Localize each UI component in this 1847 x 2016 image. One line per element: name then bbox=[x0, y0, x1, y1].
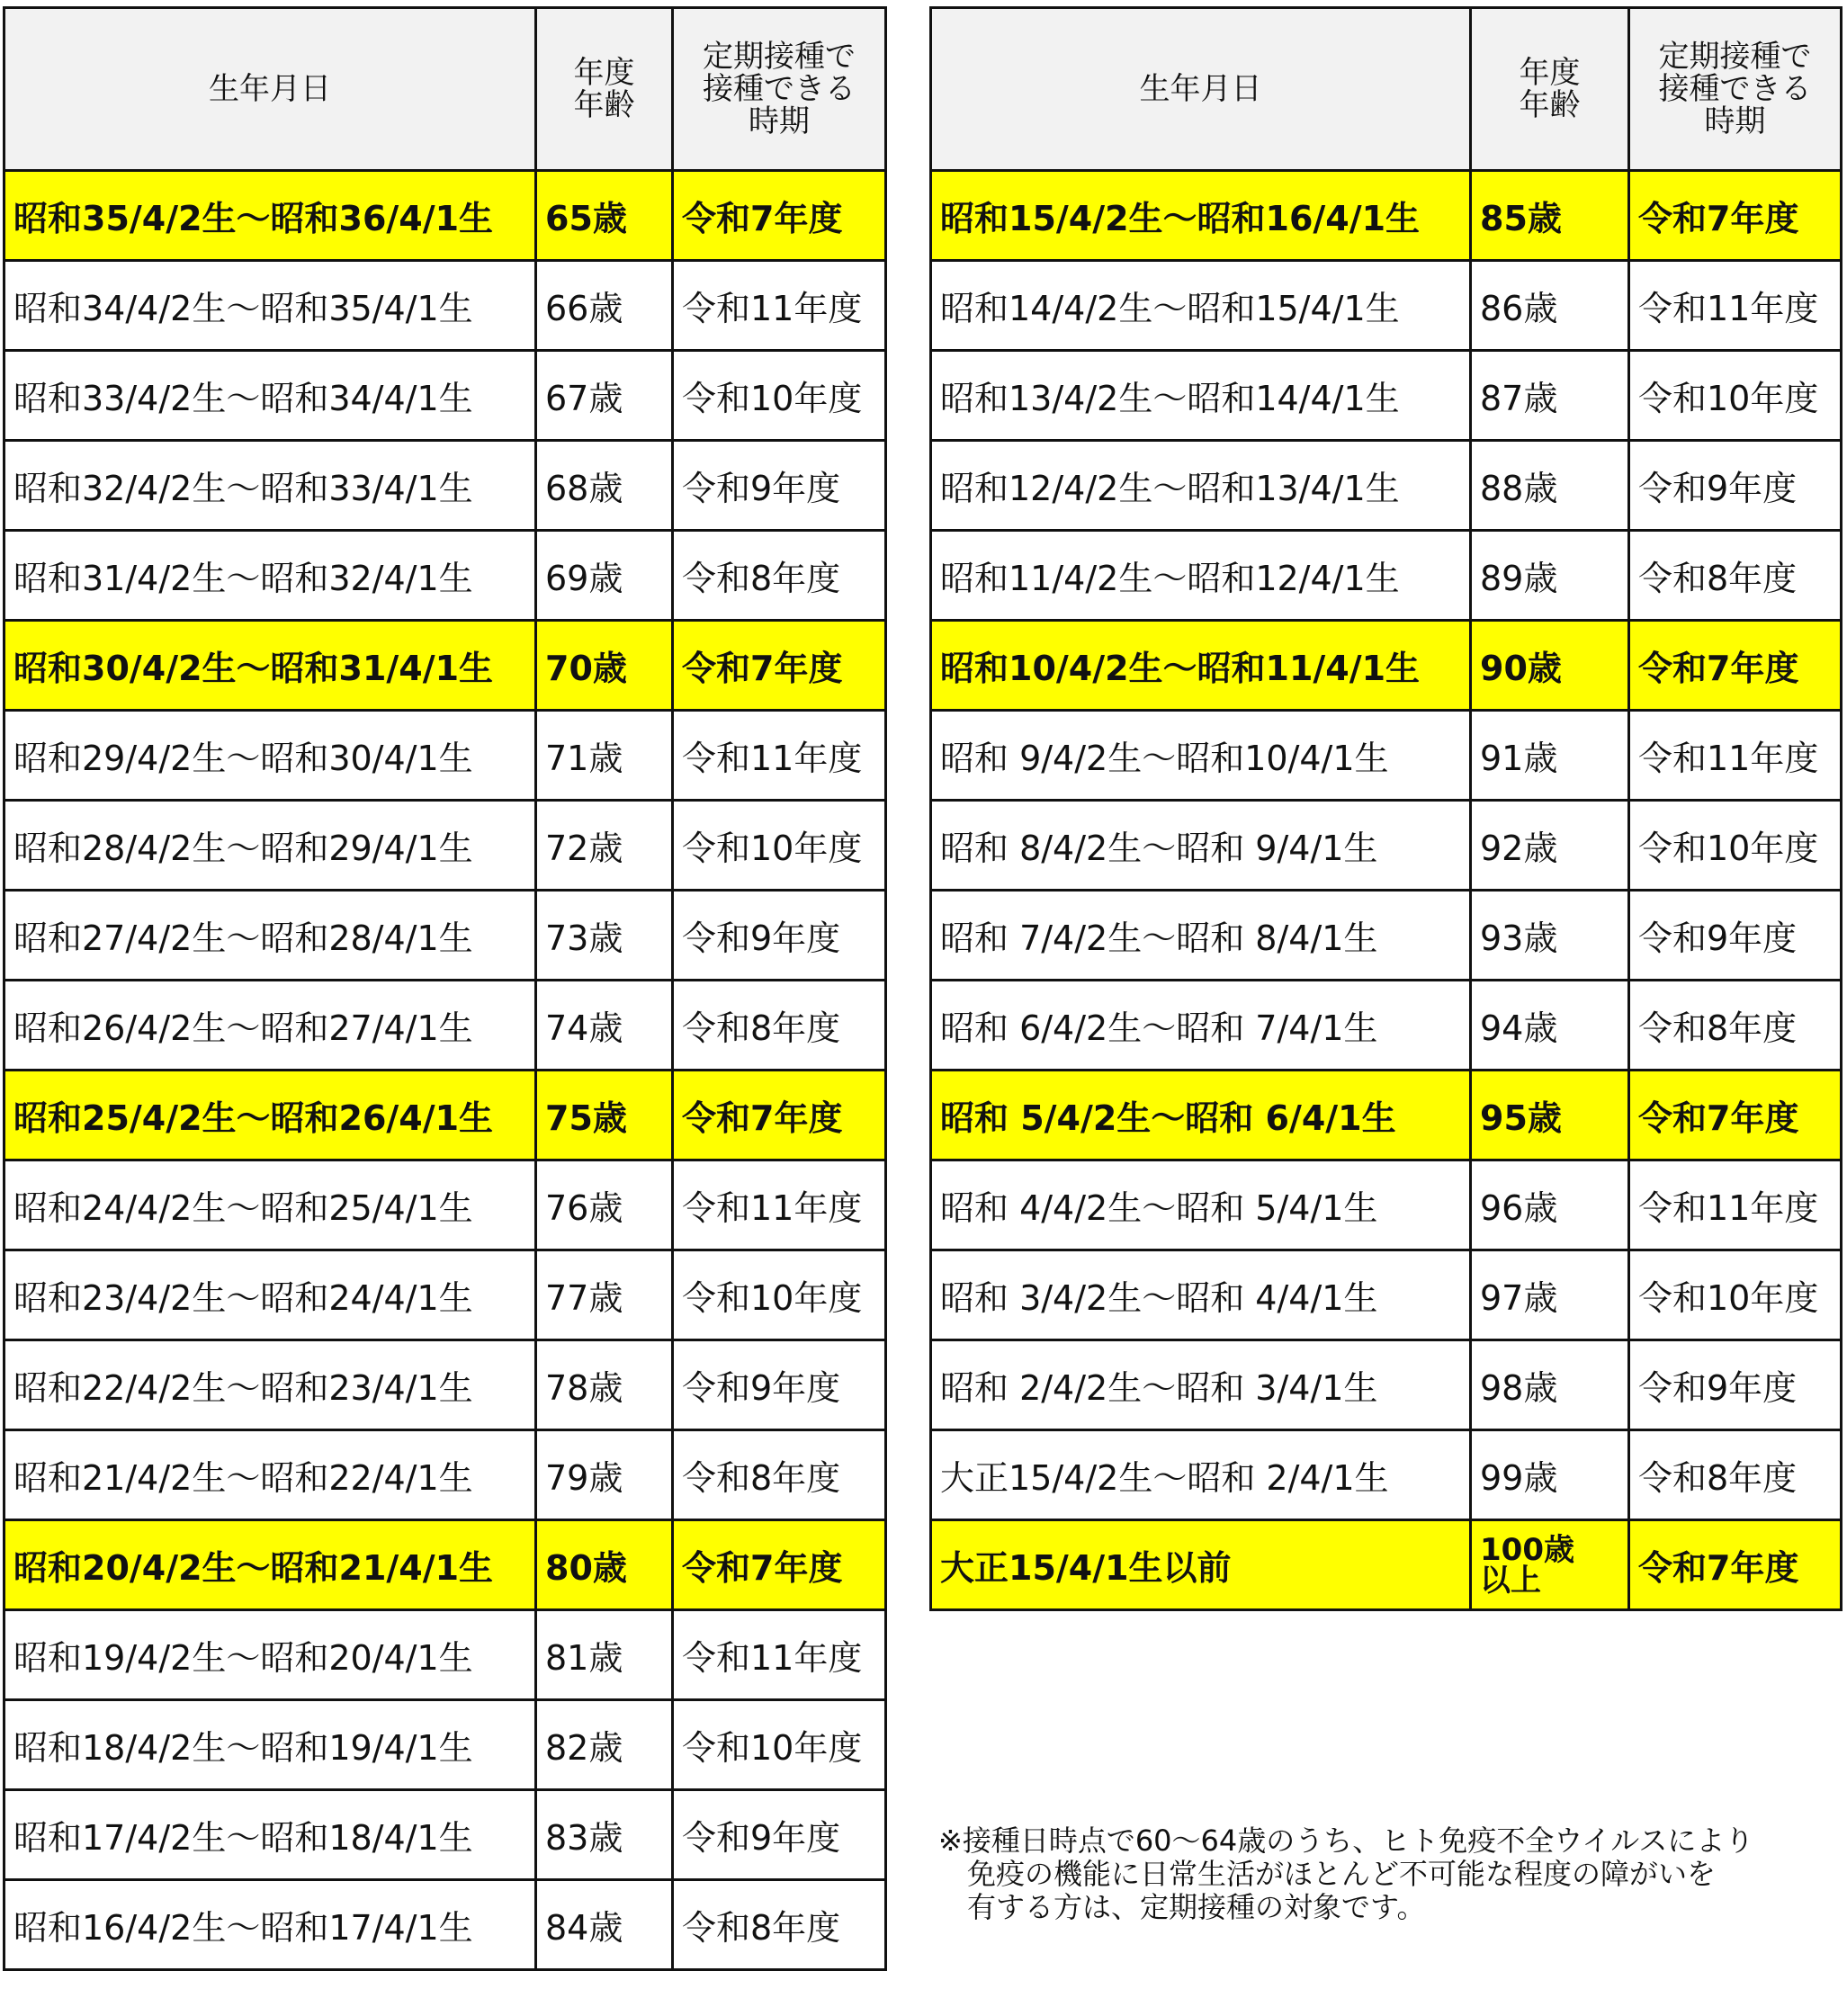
age-cell: 96歳 bbox=[1471, 1160, 1629, 1250]
table-row bbox=[4, 1700, 886, 1790]
table-row bbox=[931, 981, 1842, 1071]
header-birth: 生年月日 bbox=[4, 8, 536, 171]
age-cell: 89歳 bbox=[1471, 531, 1629, 621]
vaccination-period-cell: 令和7年度 bbox=[673, 171, 886, 261]
age-cell: 65歳 bbox=[536, 171, 673, 261]
birth-date-cell: 昭和 5/4/2生～昭和 6/4/1生 bbox=[931, 1071, 1471, 1160]
vaccination-period-cell: 令和11年度 bbox=[1629, 711, 1842, 801]
birth-date-cell: 昭和 9/4/2生～昭和10/4/1生 bbox=[931, 711, 1471, 801]
birth-date-cell: 昭和16/4/2生～昭和17/4/1生 bbox=[4, 1880, 536, 1970]
birth-date-cell: 昭和13/4/2生～昭和14/4/1生 bbox=[931, 351, 1471, 441]
vaccination-period-cell: 令和7年度 bbox=[673, 621, 886, 711]
table-row bbox=[931, 891, 1842, 981]
age-cell: 70歳 bbox=[536, 621, 673, 711]
birth-date-cell: 昭和29/4/2生～昭和30/4/1生 bbox=[4, 711, 536, 801]
age-cell: 93歳 bbox=[1471, 891, 1629, 981]
vaccination-period-cell: 令和10年度 bbox=[1629, 1250, 1842, 1340]
age-cell: 98歳 bbox=[1471, 1340, 1629, 1430]
table-row bbox=[4, 1790, 886, 1880]
table-row bbox=[931, 801, 1842, 891]
table-row bbox=[931, 1520, 1842, 1610]
age-cell: 69歳 bbox=[536, 531, 673, 621]
vaccination-period-cell: 令和7年度 bbox=[673, 1520, 886, 1610]
vaccination-period-cell: 令和11年度 bbox=[673, 711, 886, 801]
table-row bbox=[4, 1520, 886, 1610]
table-row bbox=[4, 981, 886, 1071]
table-row bbox=[4, 1160, 886, 1250]
age-cell: 83歳 bbox=[536, 1790, 673, 1880]
table-row bbox=[4, 1880, 886, 1970]
age-cell: 79歳 bbox=[536, 1430, 673, 1520]
header-row bbox=[4, 8, 886, 171]
header-row bbox=[931, 8, 1842, 171]
birth-date-cell: 大正15/4/2生～昭和 2/4/1生 bbox=[931, 1430, 1471, 1520]
age-cell: 99歳 bbox=[1471, 1430, 1629, 1520]
vaccination-period-cell: 令和8年度 bbox=[1629, 1430, 1842, 1520]
age-cell: 82歳 bbox=[536, 1700, 673, 1790]
age-cell: 87歳 bbox=[1471, 351, 1629, 441]
vaccination-period-cell: 令和10年度 bbox=[673, 351, 886, 441]
vaccination-period-cell: 令和9年度 bbox=[673, 441, 886, 531]
vaccination-period-cell: 令和11年度 bbox=[673, 261, 886, 351]
table-row bbox=[931, 261, 1842, 351]
vaccination-period-cell: 令和8年度 bbox=[673, 1430, 886, 1520]
birth-date-cell: 昭和11/4/2生～昭和12/4/1生 bbox=[931, 531, 1471, 621]
vaccination-period-cell: 令和9年度 bbox=[1629, 891, 1842, 981]
vaccination-period-cell: 令和9年度 bbox=[1629, 1340, 1842, 1430]
vaccination-period-cell: 令和10年度 bbox=[1629, 801, 1842, 891]
table-row bbox=[4, 351, 886, 441]
table-row bbox=[4, 1250, 886, 1340]
vaccination-period-cell: 令和7年度 bbox=[1629, 171, 1842, 261]
vaccination-period-cell: 令和10年度 bbox=[1629, 351, 1842, 441]
schedule-table-right bbox=[929, 6, 1843, 1611]
age-cell: 71歳 bbox=[536, 711, 673, 801]
age-cell: 86歳 bbox=[1471, 261, 1629, 351]
table-row bbox=[4, 1340, 886, 1430]
birth-date-cell: 昭和31/4/2生～昭和32/4/1生 bbox=[4, 531, 536, 621]
header-period: 定期接種で 接種できる 時期 bbox=[673, 8, 886, 171]
table-row bbox=[4, 261, 886, 351]
age-cell: 72歳 bbox=[536, 801, 673, 891]
table-row bbox=[931, 1160, 1842, 1250]
age-cell: 75歳 bbox=[536, 1071, 673, 1160]
table-row bbox=[931, 171, 1842, 261]
vaccination-period-cell: 令和7年度 bbox=[1629, 621, 1842, 711]
vaccination-period-cell: 令和11年度 bbox=[673, 1610, 886, 1700]
vaccination-period-cell: 令和9年度 bbox=[1629, 441, 1842, 531]
birth-date-cell: 昭和 7/4/2生～昭和 8/4/1生 bbox=[931, 891, 1471, 981]
table-row bbox=[931, 621, 1842, 711]
birth-date-cell: 昭和19/4/2生～昭和20/4/1生 bbox=[4, 1610, 536, 1700]
table-row bbox=[4, 621, 886, 711]
age-cell: 85歳 bbox=[1471, 171, 1629, 261]
birth-date-cell: 昭和17/4/2生～昭和18/4/1生 bbox=[4, 1790, 536, 1880]
vaccination-period-cell: 令和10年度 bbox=[673, 1250, 886, 1340]
footnote: ※接種日時点で60～64歳のうち、ヒト免疫不全ウイルスにより 免疫の機能に日常生活がほとんど不可能な程度の障がいを 有する方は、定期接種の対象です。 bbox=[938, 1823, 1754, 1924]
vaccination-period-cell: 令和11年度 bbox=[1629, 261, 1842, 351]
birth-date-cell: 昭和23/4/2生～昭和24/4/1生 bbox=[4, 1250, 536, 1340]
birth-date-cell: 昭和21/4/2生～昭和22/4/1生 bbox=[4, 1430, 536, 1520]
birth-date-cell: 昭和20/4/2生～昭和21/4/1生 bbox=[4, 1520, 536, 1610]
age-cell: 91歳 bbox=[1471, 711, 1629, 801]
table-row bbox=[4, 171, 886, 261]
age-cell: 80歳 bbox=[536, 1520, 673, 1610]
table-row bbox=[931, 531, 1842, 621]
birth-date-cell: 昭和26/4/2生～昭和27/4/1生 bbox=[4, 981, 536, 1071]
table-row bbox=[931, 1430, 1842, 1520]
age-cell: 97歳 bbox=[1471, 1250, 1629, 1340]
vaccination-period-cell: 令和8年度 bbox=[1629, 531, 1842, 621]
header-birth: 生年月日 bbox=[931, 8, 1471, 171]
table-row bbox=[4, 1610, 886, 1700]
vaccination-period-cell: 令和11年度 bbox=[1629, 1160, 1842, 1250]
table-row bbox=[4, 531, 886, 621]
birth-date-cell: 昭和 8/4/2生～昭和 9/4/1生 bbox=[931, 801, 1471, 891]
age-cell: 73歳 bbox=[536, 891, 673, 981]
age-cell: 84歳 bbox=[536, 1880, 673, 1970]
age-cell: 67歳 bbox=[536, 351, 673, 441]
vaccination-period-cell: 令和7年度 bbox=[673, 1071, 886, 1160]
vaccination-period-cell: 令和11年度 bbox=[673, 1160, 886, 1250]
birth-date-cell: 昭和32/4/2生～昭和33/4/1生 bbox=[4, 441, 536, 531]
vaccination-period-cell: 令和8年度 bbox=[673, 1880, 886, 1970]
birth-date-cell: 昭和 4/4/2生～昭和 5/4/1生 bbox=[931, 1160, 1471, 1250]
birth-date-cell: 昭和18/4/2生～昭和19/4/1生 bbox=[4, 1700, 536, 1790]
birth-date-cell: 昭和 6/4/2生～昭和 7/4/1生 bbox=[931, 981, 1471, 1071]
birth-date-cell: 昭和34/4/2生～昭和35/4/1生 bbox=[4, 261, 536, 351]
age-cell: 92歳 bbox=[1471, 801, 1629, 891]
table-row bbox=[931, 711, 1842, 801]
age-cell: 95歳 bbox=[1471, 1071, 1629, 1160]
table-row bbox=[4, 1430, 886, 1520]
age-cell: 66歳 bbox=[536, 261, 673, 351]
vaccination-period-cell: 令和9年度 bbox=[673, 891, 886, 981]
table-row bbox=[4, 801, 886, 891]
birth-date-cell: 昭和24/4/2生～昭和25/4/1生 bbox=[4, 1160, 536, 1250]
birth-date-cell: 昭和22/4/2生～昭和23/4/1生 bbox=[4, 1340, 536, 1430]
table-row bbox=[4, 711, 886, 801]
birth-date-cell: 昭和28/4/2生～昭和29/4/1生 bbox=[4, 801, 536, 891]
birth-date-cell: 昭和 3/4/2生～昭和 4/4/1生 bbox=[931, 1250, 1471, 1340]
header-age: 年度 年齢 bbox=[536, 8, 673, 171]
age-cell: 90歳 bbox=[1471, 621, 1629, 711]
vaccination-period-cell: 令和9年度 bbox=[673, 1340, 886, 1430]
vaccination-period-cell: 令和8年度 bbox=[673, 981, 886, 1071]
table-row bbox=[4, 441, 886, 531]
schedule-table-left bbox=[3, 6, 887, 1971]
birth-date-cell: 昭和10/4/2生～昭和11/4/1生 bbox=[931, 621, 1471, 711]
table-row bbox=[931, 1250, 1842, 1340]
table-row bbox=[4, 1071, 886, 1160]
vaccination-period-cell: 令和8年度 bbox=[1629, 981, 1842, 1071]
age-cell: 88歳 bbox=[1471, 441, 1629, 531]
birth-date-cell: 昭和33/4/2生～昭和34/4/1生 bbox=[4, 351, 536, 441]
table-row bbox=[4, 891, 886, 981]
table-row bbox=[931, 1340, 1842, 1430]
header-period: 定期接種で 接種できる 時期 bbox=[1629, 8, 1842, 171]
birth-date-cell: 昭和27/4/2生～昭和28/4/1生 bbox=[4, 891, 536, 981]
table-row bbox=[931, 1071, 1842, 1160]
age-cell: 100歳 以上 bbox=[1471, 1520, 1629, 1610]
birth-date-cell: 昭和30/4/2生～昭和31/4/1生 bbox=[4, 621, 536, 711]
table-row bbox=[931, 351, 1842, 441]
age-cell: 68歳 bbox=[536, 441, 673, 531]
birth-date-cell: 大正15/4/1生以前 bbox=[931, 1520, 1471, 1610]
birth-date-cell: 昭和12/4/2生～昭和13/4/1生 bbox=[931, 441, 1471, 531]
age-cell: 94歳 bbox=[1471, 981, 1629, 1071]
birth-date-cell: 昭和15/4/2生～昭和16/4/1生 bbox=[931, 171, 1471, 261]
vaccination-period-cell: 令和7年度 bbox=[1629, 1520, 1842, 1610]
vaccination-period-cell: 令和9年度 bbox=[673, 1790, 886, 1880]
age-cell: 76歳 bbox=[536, 1160, 673, 1250]
vaccination-period-cell: 令和10年度 bbox=[673, 801, 886, 891]
vaccination-period-cell: 令和8年度 bbox=[673, 531, 886, 621]
birth-date-cell: 昭和25/4/2生～昭和26/4/1生 bbox=[4, 1071, 536, 1160]
birth-date-cell: 昭和 2/4/2生～昭和 3/4/1生 bbox=[931, 1340, 1471, 1430]
age-cell: 77歳 bbox=[536, 1250, 673, 1340]
age-cell: 78歳 bbox=[536, 1340, 673, 1430]
age-cell: 81歳 bbox=[536, 1610, 673, 1700]
birth-date-cell: 昭和35/4/2生～昭和36/4/1生 bbox=[4, 171, 536, 261]
header-age: 年度 年齢 bbox=[1471, 8, 1629, 171]
table-row bbox=[931, 441, 1842, 531]
vaccination-period-cell: 令和10年度 bbox=[673, 1700, 886, 1790]
birth-date-cell: 昭和14/4/2生～昭和15/4/1生 bbox=[931, 261, 1471, 351]
vaccination-period-cell: 令和7年度 bbox=[1629, 1071, 1842, 1160]
age-cell: 74歳 bbox=[536, 981, 673, 1071]
